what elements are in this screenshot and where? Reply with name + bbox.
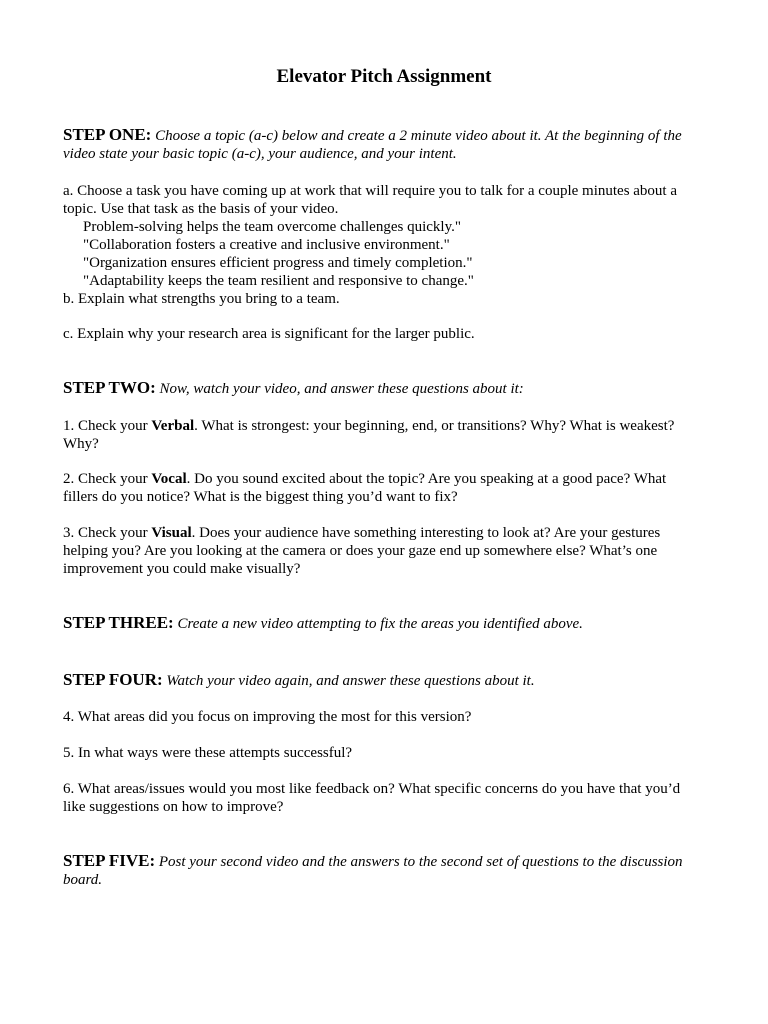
option-c-text: c. Explain why your research area is significant for the larger public. xyxy=(63,326,475,342)
question-5 xyxy=(63,744,703,762)
step-three-heading: STEP THREE: xyxy=(63,613,174,632)
step-five-heading: STEP FIVE: xyxy=(63,851,156,870)
step-four-heading: STEP FOUR: xyxy=(63,670,163,689)
question-2-keyword: Vocal xyxy=(151,471,187,487)
step-one-intro xyxy=(63,126,703,163)
step-three-description: Create a new video attempting to fix the areas you identified above. xyxy=(177,616,583,632)
question-3 xyxy=(63,524,703,578)
step-two-intro xyxy=(63,379,703,398)
step-five-description: Post your second video and the answers to the second set of questions to the discussion board. xyxy=(63,854,683,888)
question-1-text: . What is strongest: your beginning, end, or transitions? Why? What is weakest? Why? xyxy=(63,418,675,452)
question-2 xyxy=(63,470,703,506)
step-two-heading: STEP TWO: xyxy=(63,378,156,397)
question-1-prefix: 1. Check your xyxy=(63,418,152,434)
step-five-intro xyxy=(63,852,703,889)
page-title: Elevator Pitch Assignment xyxy=(276,66,492,87)
quote-item: "Collaboration fosters a creative and inclusive environment." xyxy=(83,237,450,253)
question-1 xyxy=(63,417,703,453)
question-3-keyword: Visual xyxy=(151,525,192,541)
step-two-description: Now, watch your video, and answer these questions about it: xyxy=(159,381,524,397)
question-2-prefix: 2. Check your xyxy=(63,471,152,487)
step-one-description: Choose a topic (a-c) below and create a 2 minute video about it. At the beginning of the video state your basic topic (a-c), your audience, and your intent. xyxy=(63,128,682,162)
quote-item: "Adaptability keeps the team resilient and responsive to change." xyxy=(83,273,474,289)
question-3-prefix: 3. Check your xyxy=(63,525,152,541)
step-three-intro xyxy=(63,614,703,633)
option-a-text: a. Choose a task you have coming up at work that will require you to talk for a couple minutes about a topic. Use that task as the basis of your video. xyxy=(63,183,678,217)
question-2-text: . Do you sound excited about the topic? Are you speaking at a good pace? What fillers do you notice? What is the biggest thing you’d want to fix? xyxy=(63,471,667,505)
question-6 xyxy=(63,780,703,816)
question-1-keyword: Verbal xyxy=(151,418,195,434)
quote-item: Problem-solving helps the team overcome challenges quickly." xyxy=(83,219,461,235)
option-a xyxy=(63,182,703,308)
option-c xyxy=(63,325,703,343)
step-one-heading: STEP ONE: xyxy=(63,125,152,144)
quote-item: "Organization ensures efficient progress and timely completion." xyxy=(83,255,473,271)
step-four-description: Watch your video again, and answer these questions about it. xyxy=(166,673,535,689)
step-four-intro xyxy=(63,671,703,690)
question-5-text: 5. In what ways were these attempts successful? xyxy=(63,745,353,761)
option-b-text: b. Explain what strengths you bring to a team. xyxy=(63,291,340,307)
question-4 xyxy=(63,708,703,726)
question-3-text: . Does your audience have something interesting to look at? Are your gestures helping you? Are you looking at the camera or does your gaze end up somewhere else? What’s one improvement you could make visually? xyxy=(63,525,661,577)
question-4-text: 4. What areas did you focus on improving the most for this version? xyxy=(63,709,472,725)
question-6-text: 6. What areas/issues would you most like feedback on? What specific concerns do you have that you’d like suggestions on how to improve? xyxy=(63,781,681,815)
